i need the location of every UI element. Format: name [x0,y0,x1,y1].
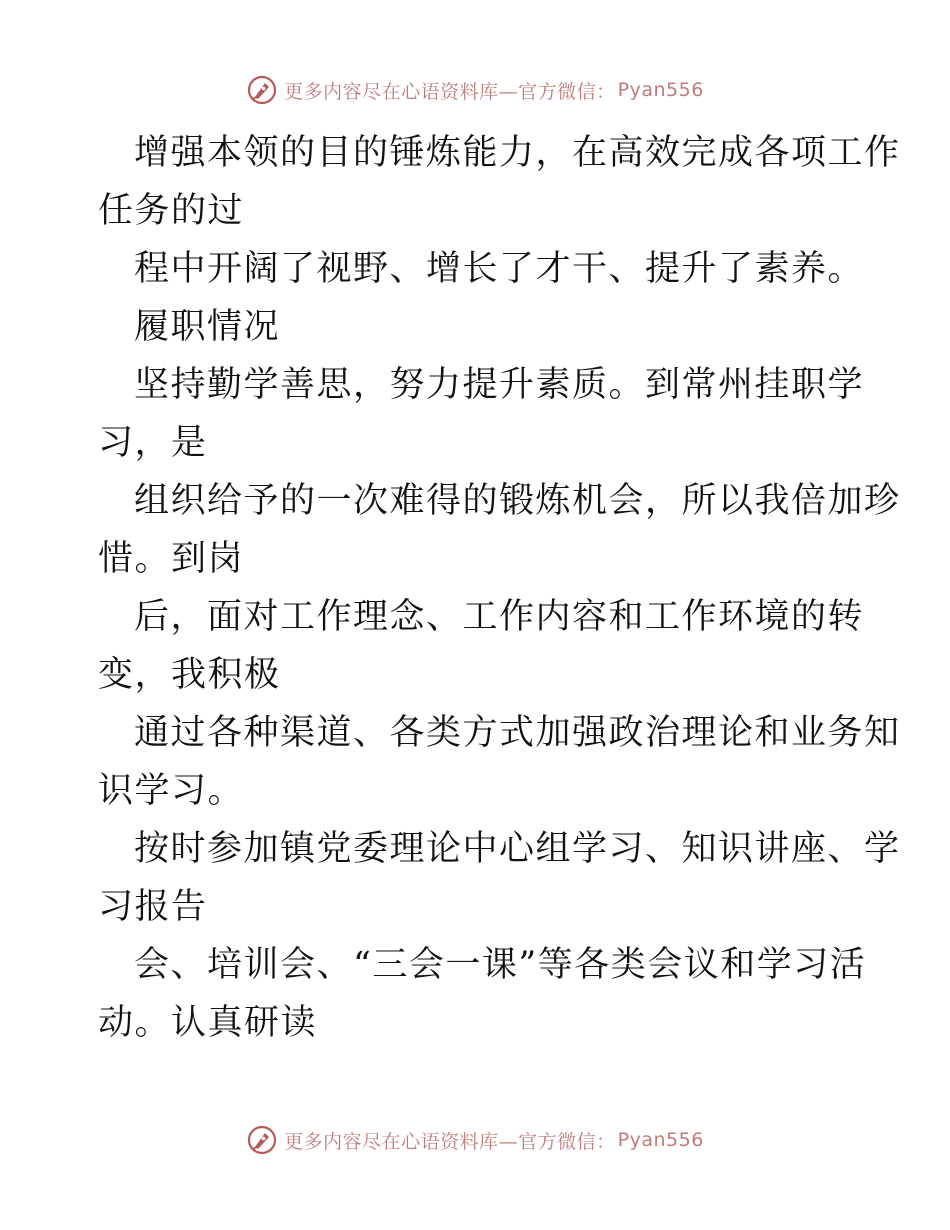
text-line: 通过各种渠道、各类方式加强政治理论和业务知 [134,713,901,753]
watermark-account: Pyan556 [617,1129,704,1151]
text-line: 习，是 [98,423,208,463]
text-line: 习报告 [98,887,208,927]
text-line: 识学习。 [98,771,245,811]
header-watermark [0,70,950,110]
watermark-text: 更多内容尽在心语资料库—官方微信： [284,80,616,103]
footer-watermark [0,1120,950,1160]
text-line: 履职情况 [134,307,281,347]
pen-nib-logo-icon [246,1124,278,1156]
watermark-account: Pyan556 [617,79,704,101]
document-body [98,124,901,1052]
text-line: 惜。到岗 [98,539,245,579]
text-line: 组织给予的一次难得的锻炼机会，所以我倍加珍 [134,481,901,521]
text-line: 增强本领的目的锤炼能力，在高效完成各项工作 [134,133,901,173]
watermark-text: 更多内容尽在心语资料库—官方微信： [284,1130,616,1153]
text-line: 会、培训会、“三会一课”等各类会议和学习活 [134,945,867,985]
text-line: 动。认真研读 [98,1003,318,1043]
pen-nib-logo-icon [246,74,278,106]
text-line: 后，面对工作理念、工作内容和工作环境的转 [134,597,865,637]
text-line: 变，我积极 [98,655,281,695]
text-line: 任务的过 [98,191,245,231]
text-line: 程中开阔了视野、增长了才干、提升了素养。 [134,249,865,289]
text-line: 坚持勤学善思，努力提升素质。到常州挂职学 [134,365,865,405]
text-line: 按时参加镇党委理论中心组学习、知识讲座、学 [134,829,901,869]
